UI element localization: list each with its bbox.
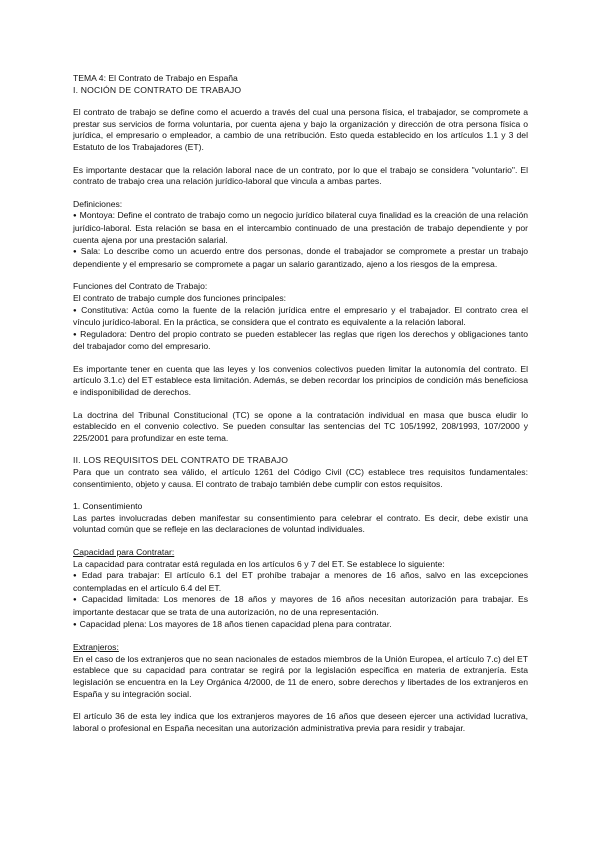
paragraph-tc-doctrine: La doctrina del Tribunal Constitucional (TC) se opone a la contratación individual en masa que busca eludir lo establecido en el convenio colectivo. Se pueden consultar las sentencias del TC 105/1992, 208/1993, 107/2000 y 225/2001 para profundizar en este tema. <box>73 409 528 443</box>
paragraph-article-36: El artículo 36 de esta ley indica que los extranjeros mayores de 16 años que deseen ejercer una actividad lucrativa, laboral o profesional en España necesitan una autorización administrativa previa para residir y trabajar. <box>73 711 528 733</box>
document-title: TEMA 4: El Contrato de Trabajo en España <box>73 73 238 83</box>
foreigners-text: En el caso de los extranjeros que no sean nacionales de estados miembros de la Unión Europea, el artículo 7.c) del ET establece que su capacidad para contratar se regirá por la legislación específica en materia de extranjería. Esta legislación se encuentra en la Ley Orgánica 4/2000, de 11 de enero, sobre derechos y libertades de los extranjeros en España y su integración social. <box>73 653 528 699</box>
section-2-intro: Para que un contrato sea válido, el artículo 1261 del Código Civil (CC) establece tres requisitos fundamentales: consentimiento, objeto y causa. El contrato de trabajo también debe cumplir con estos requisitos. <box>73 467 528 489</box>
function-reguladora: ● Reguladora: Dentro del propio contrato se pueden establecer las reglas que rigen los derechos y obligaciones tanto del trabajador como del empresario. <box>73 329 528 353</box>
functions-heading: Funciones del Contrato de Trabajo: <box>73 281 208 292</box>
section-1-heading: I. NOCIÓN DE CONTRATO DE TRABAJO <box>73 84 242 95</box>
consent-text: Las partes involucradas deben manifestar su consentimiento para celebrar el contrato. Es decir, debe existir una voluntad común que se refleje en las declaraciones de voluntad individuales. <box>73 512 528 535</box>
consent-heading: 1. Consentimiento <box>73 501 143 512</box>
capacity-age: ● Edad para trabajar: El artículo 6.1 del ET prohíbe trabajar a menores de 16 años, salvo en las excepciones contempladas en el artículo 6.4 del ET. <box>73 570 528 594</box>
capacity-heading: Capacidad para Contratar: <box>73 547 175 557</box>
paragraph-autonomy: Es importante tener en cuenta que las leyes y los convenios colectivos pueden limitar la autonomía del contrato. El artículo 3.1.c) del ET establece esta limitación. Además, se deben recordar los principios de condición más beneficiosa e indisponibilidad de derechos. <box>73 363 528 398</box>
definition-montoya: ● Montoya: Define el contrato de trabajo como un negocio jurídico bilateral cuya finalidad es la creación de una relación jurídico-laboral. Esta relación se basa en el intercambio continuado de una prestación de trabajo dependiente y por cuenta ajena por una prestación salarial. <box>73 210 528 246</box>
definitions-heading: Definiciones: <box>73 198 123 209</box>
paragraph-voluntary: Es importante destacar que la relación laboral nace de un contrato, por lo que el trabajo se considera "voluntario". El contrato de trabajo crea una relación jurídico-laboral que vincula a ambas partes. <box>73 164 528 187</box>
functions-intro: El contrato de trabajo cumple dos funciones principales: <box>73 292 287 303</box>
document-page <box>73 73 528 734</box>
capacity-limited: ● Capacidad limitada: Los menores de 18 años y mayores de 16 años necesitan autorización para trabajar. Es importante destacar que se trata de una autorización, no de una representación. <box>73 594 528 618</box>
capacity-full: ● Capacidad plena: Los mayores de 18 años tienen capacidad plena para contratar. <box>73 619 528 632</box>
function-constitutiva: ● Constitutiva: Actúa como la fuente de la relación jurídica entre el empresario y el trabajador. El contrato crea el vínculo jurídico-laboral. En la práctica, se considera que el contrato es equivalente a la relación laboral. <box>73 305 528 329</box>
foreigners-heading: Extranjeros: <box>73 642 119 653</box>
definition-sala: ● Sala: Lo describe como un acuerdo entre dos personas, donde el trabajador se compromete a prestar un trabajo dependiente y el empresario se compromete a pagar un salario garantizado, ajeno a los riesgos de la empresa. <box>73 246 528 270</box>
capacity-intro: La capacidad para contratar está regulada en los artículos 6 y 7 del ET. Se establece lo siguiente: <box>73 558 445 569</box>
section-2-heading: II. LOS REQUISITOS DEL CONTRATO DE TRABAJO <box>73 455 289 466</box>
paragraph-definition: El contrato de trabajo se define como el acuerdo a través del cual una persona física, el trabajador, se compromete a prestar sus servicios de forma voluntaria, por cuenta ajena y bajo la organización y dirección de otra persona física o jurídica, el empresario o empleador, a cambio de una retribución. Esto queda establecido en los artículos 1.1 y 3 del Estatuto de los Trabajadores (ET). <box>73 107 528 152</box>
